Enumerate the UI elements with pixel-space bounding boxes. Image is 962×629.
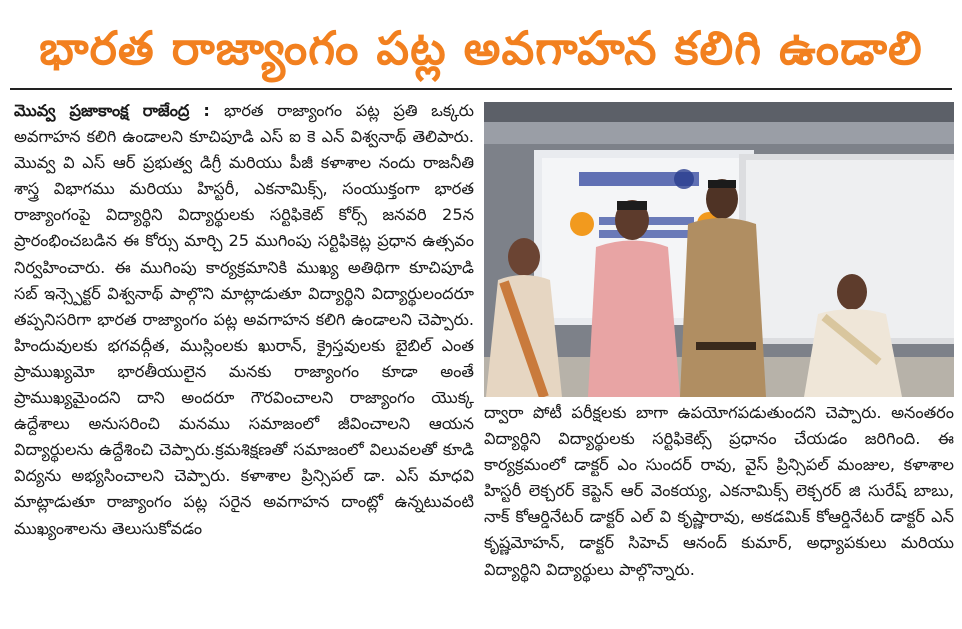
article-body-left: భారత రాజ్యాంగం పట్ల ప్రతి ఒక్కరు అవగాహన కలిగి ఉండాలని కూచిపూడి ఎస్ ఐ కె ఎన్ విశ్వనాథ్ తెలిపారు. మొవ్వ వి ఎస్ ఆర్ ప్రభుత్వ డిగ్రీ మరియు పీజీ కళాశాల నందు రాజనీతి శాస్త్ర విభాగము మరియు హిస్టరీ, ఎకనామిక్స్, సంయుక్తంగా భారత రాజ్యాంగంపై విద్యార్థిని విద్యార్థులకు సర్టిఫికెట్ కోర్స్ జనవరి 25న ప్రారంభించబడిన ఈ కోర్సు మార్చి 25 ముగింపు సర్టిఫికెట్ల ప్రధాన ఉత్సవం నిర్వహించారు. ఈ ముగింపు కార్యక్రమానికి ముఖ్య అతిథిగా కూచిపూడి సబ్ ఇన్స్పెక్టర్ విశ్వనాథ్ పాల్గొని మాట్లాడుతూ విద్యార్థిని విద్యార్థులందరూ తప్పనిసరిగా భారత రాజ్యాంగం పట్ల అవగాహన కలిగి ఉండాలని చెప్పారు. హిందువులకు భగవద్గీత, ముస్లింలకు ఖురాన్, క్రైస్తవులకు బైబిల్ ఎంత ప్రాముఖ్యమో భారతీయులైన మనకు రాజ్యాంగం కూడా అంతే ప్రాముఖ్యమైందని దాని అందరూ గౌరవించాలని రాజ్యాంగం యొక్క ఉద్దేశాలు అనుసరించి మనము సమాజంలో జీవించాలని ఆయన విద్యార్థులను ఉద్దేశించి చెప్పారు.క్రమశిక్షణతో సమాజంలో విలువలతో కూడి విద్యను అభ్యసించాలని చెప్పారు. కళాశాల ప్రిన్సిపల్ డా. ఎస్ మాధవి మాట్లాడుతూ రాజ్యాంగం పట్ల సరైన అవగాహన దాంట్లో ఉన్నటువంటి ముఖ్యంశాలను తెలుసుకోవడం (14, 101, 474, 538)
event-photo-illustration (484, 102, 954, 397)
headline-rule (10, 88, 952, 90)
headline: భారత రాజ్యాంగం పట్ల అవగాహన కలిగి ఉండాలి (39, 21, 923, 75)
byline: మొవ్వ ప్రజాకాంక్ష రాజేంద్ర : (14, 101, 224, 120)
article-right-column (484, 400, 954, 625)
article-left-column (14, 98, 474, 623)
article-body-right: ద్వారా పోటీ పరీక్షలకు బాగా ఉపయోగపడుతుందని చెప్పారు. అనంతరం విద్యార్థిని విద్యార్థులకు సర్టిఫికెట్స్ ప్రధానం చేయడం జరిగింది. ఈ కార్యక్రమంలో డాక్టర్ ఎం సుందర్ రావు, వైస్ ప్రిన్సిపల్ మంజుల, కళాశాల హిస్టరీ లెక్చరర్ కెప్టెన్ ఆర్ వెంకయ్య, ఎకనామిక్స్ లెక్చరర్ జి సురేష్ బాబు, నాక్ కోఆర్డినేటర్ డాక్టర్ ఎల్ వి కృష్ణారావు, అకడమిక్ కోఆర్డినేటర్ డాక్టర్ ఎన్ కృష్ణమోహన్, డాక్టర్ సిహెచ్ ఆనంద్ కుమార్, అధ్యాపకులు మరియు విద్యార్థిని విద్యార్థులు పాల్గొన్నారు. (484, 403, 954, 579)
event-photo (484, 102, 954, 397)
